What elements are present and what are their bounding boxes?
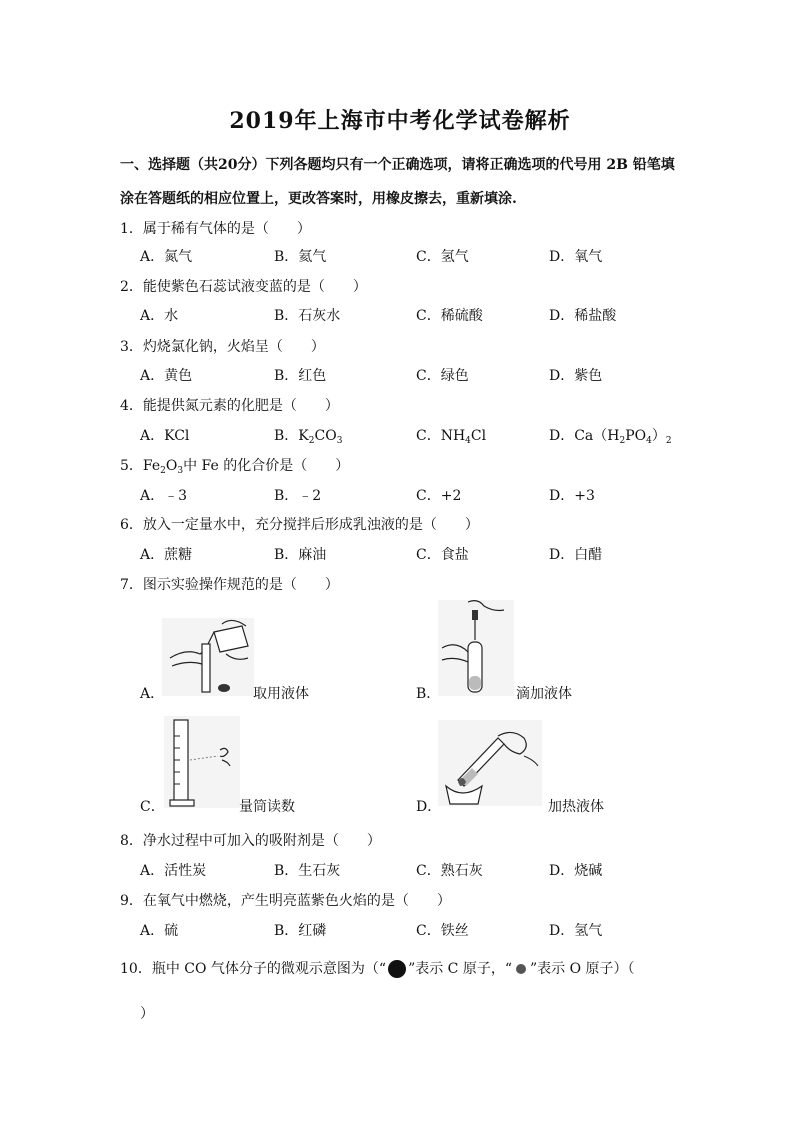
question-2-option-d: D．稀盐酸: [549, 308, 617, 324]
question-1-option-b: B．氦气: [274, 249, 327, 265]
question-3-option-c: C．绿色: [416, 368, 469, 384]
figure-d-heating-liquid: [438, 720, 542, 806]
question-5-option-c: C．+2: [416, 488, 462, 504]
question-4-option-b: B．$K_2CO_3$: [274, 428, 343, 446]
question-3-stem: 3．灼烧氯化钠，火焰呈（ ）: [120, 339, 325, 355]
section-line-1: 一、选择题（共20分）下列各题均只有一个正确选项，请将正确选项的代号用 2B 铅笔填: [120, 157, 675, 173]
figure-b-caption: 滴加液体: [516, 686, 572, 702]
question-4-option-d: D．$Ca(H_2PO_4)_2$: [549, 428, 672, 446]
question-2-stem: 2．能使紫色石蕊试液变蓝的是（ ）: [120, 279, 367, 295]
question-3-option-b: B．红色: [274, 368, 327, 384]
question-3-option-d: D．紫色: [549, 368, 603, 384]
figure-c-letter: C．: [140, 799, 165, 815]
oxygen-atom-icon: [516, 964, 526, 974]
figure-c-caption: 量筒读数: [239, 799, 295, 815]
question-6-option-b: B．麻油: [274, 547, 327, 563]
carbon-atom-icon: [388, 960, 406, 978]
question-9-option-c: C．铁丝: [416, 923, 469, 939]
page-title: 2019年上海市中考化学试卷解析: [229, 108, 571, 134]
question-5-option-d: D．+3: [549, 488, 595, 504]
question-9-stem: 9．在氧气中燃烧，产生明亮蓝紫色火焰的是（ ）: [120, 893, 451, 909]
question-1-option-d: D．氧气: [549, 249, 603, 265]
question-4-option-a: A．KCl: [140, 428, 190, 444]
question-9-option-b: B．红磷: [274, 923, 327, 939]
question-5-option-a: A．﹣3: [140, 488, 188, 504]
question-2-option-a: A．水: [140, 308, 179, 324]
section-instructions: [120, 148, 680, 216]
figure-a-letter: A．: [140, 686, 165, 702]
question-6-option-a: A．蔗糖: [140, 547, 193, 563]
question-5-stem: 5．$Fe_2O_3$中 Fe 的化合价是（ ）: [120, 458, 350, 476]
figure-b-dropping-liquid: [438, 600, 514, 696]
question-1-stem: 1．属于稀有气体的是（ ）: [120, 221, 311, 237]
question-9-option-a: A．硫: [140, 923, 179, 939]
question-8-option-b: B．生石灰: [274, 863, 341, 879]
question-2-option-c: C．稀硫酸: [416, 308, 483, 324]
question-10-stem: 10．瓶中 CO 气体分子的微观示意图为（“ ”表示 C 原子，“ ”表示 O 原子）（: [120, 961, 635, 977]
question-8-option-d: D．烧碱: [549, 863, 603, 879]
question-4-option-c: C．$NH_4Cl$: [416, 428, 487, 446]
question-2-option-b: B．石灰水: [274, 308, 341, 324]
question-9-option-d: D．氢气: [549, 923, 603, 939]
question-6-option-c: C．食盐: [416, 547, 469, 563]
question-3-option-a: A．黄色: [140, 368, 193, 384]
question-4-stem: 4．能提供氮元素的化肥是（ ）: [120, 398, 339, 414]
figure-d-letter: D．: [416, 799, 442, 815]
question-1-option-c: C．氢气: [416, 249, 469, 265]
question-10-stem-line-2: ）: [140, 1006, 154, 1022]
figure-a-pouring-liquid: [162, 618, 254, 696]
question-1-option-a: A．氮气: [140, 249, 193, 265]
figure-c-reading-cylinder: [164, 716, 240, 808]
question-6-option-d: D．白醋: [549, 547, 603, 563]
question-6-stem: 6．放入一定量水中，充分搅拌后形成乳浊液的是（ ）: [120, 517, 479, 533]
question-8-option-c: C．熟石灰: [416, 863, 483, 879]
question-7-stem: 7．图示实验操作规范的是（ ）: [120, 577, 339, 593]
figure-d-caption: 加热液体: [548, 799, 604, 815]
section-line-2: 涂在答题纸的相应位置上，更改答案时，用橡皮擦去，重新填涂.: [120, 191, 517, 207]
question-5-option-b: B．﹣2: [274, 488, 322, 504]
question-8-option-a: A．活性炭: [140, 863, 207, 879]
question-8-stem: 8．净水过程中可加入的吸附剂是（ ）: [120, 833, 381, 849]
figure-a-caption: 取用液体: [253, 686, 309, 702]
figure-b-letter: B．: [416, 686, 441, 702]
